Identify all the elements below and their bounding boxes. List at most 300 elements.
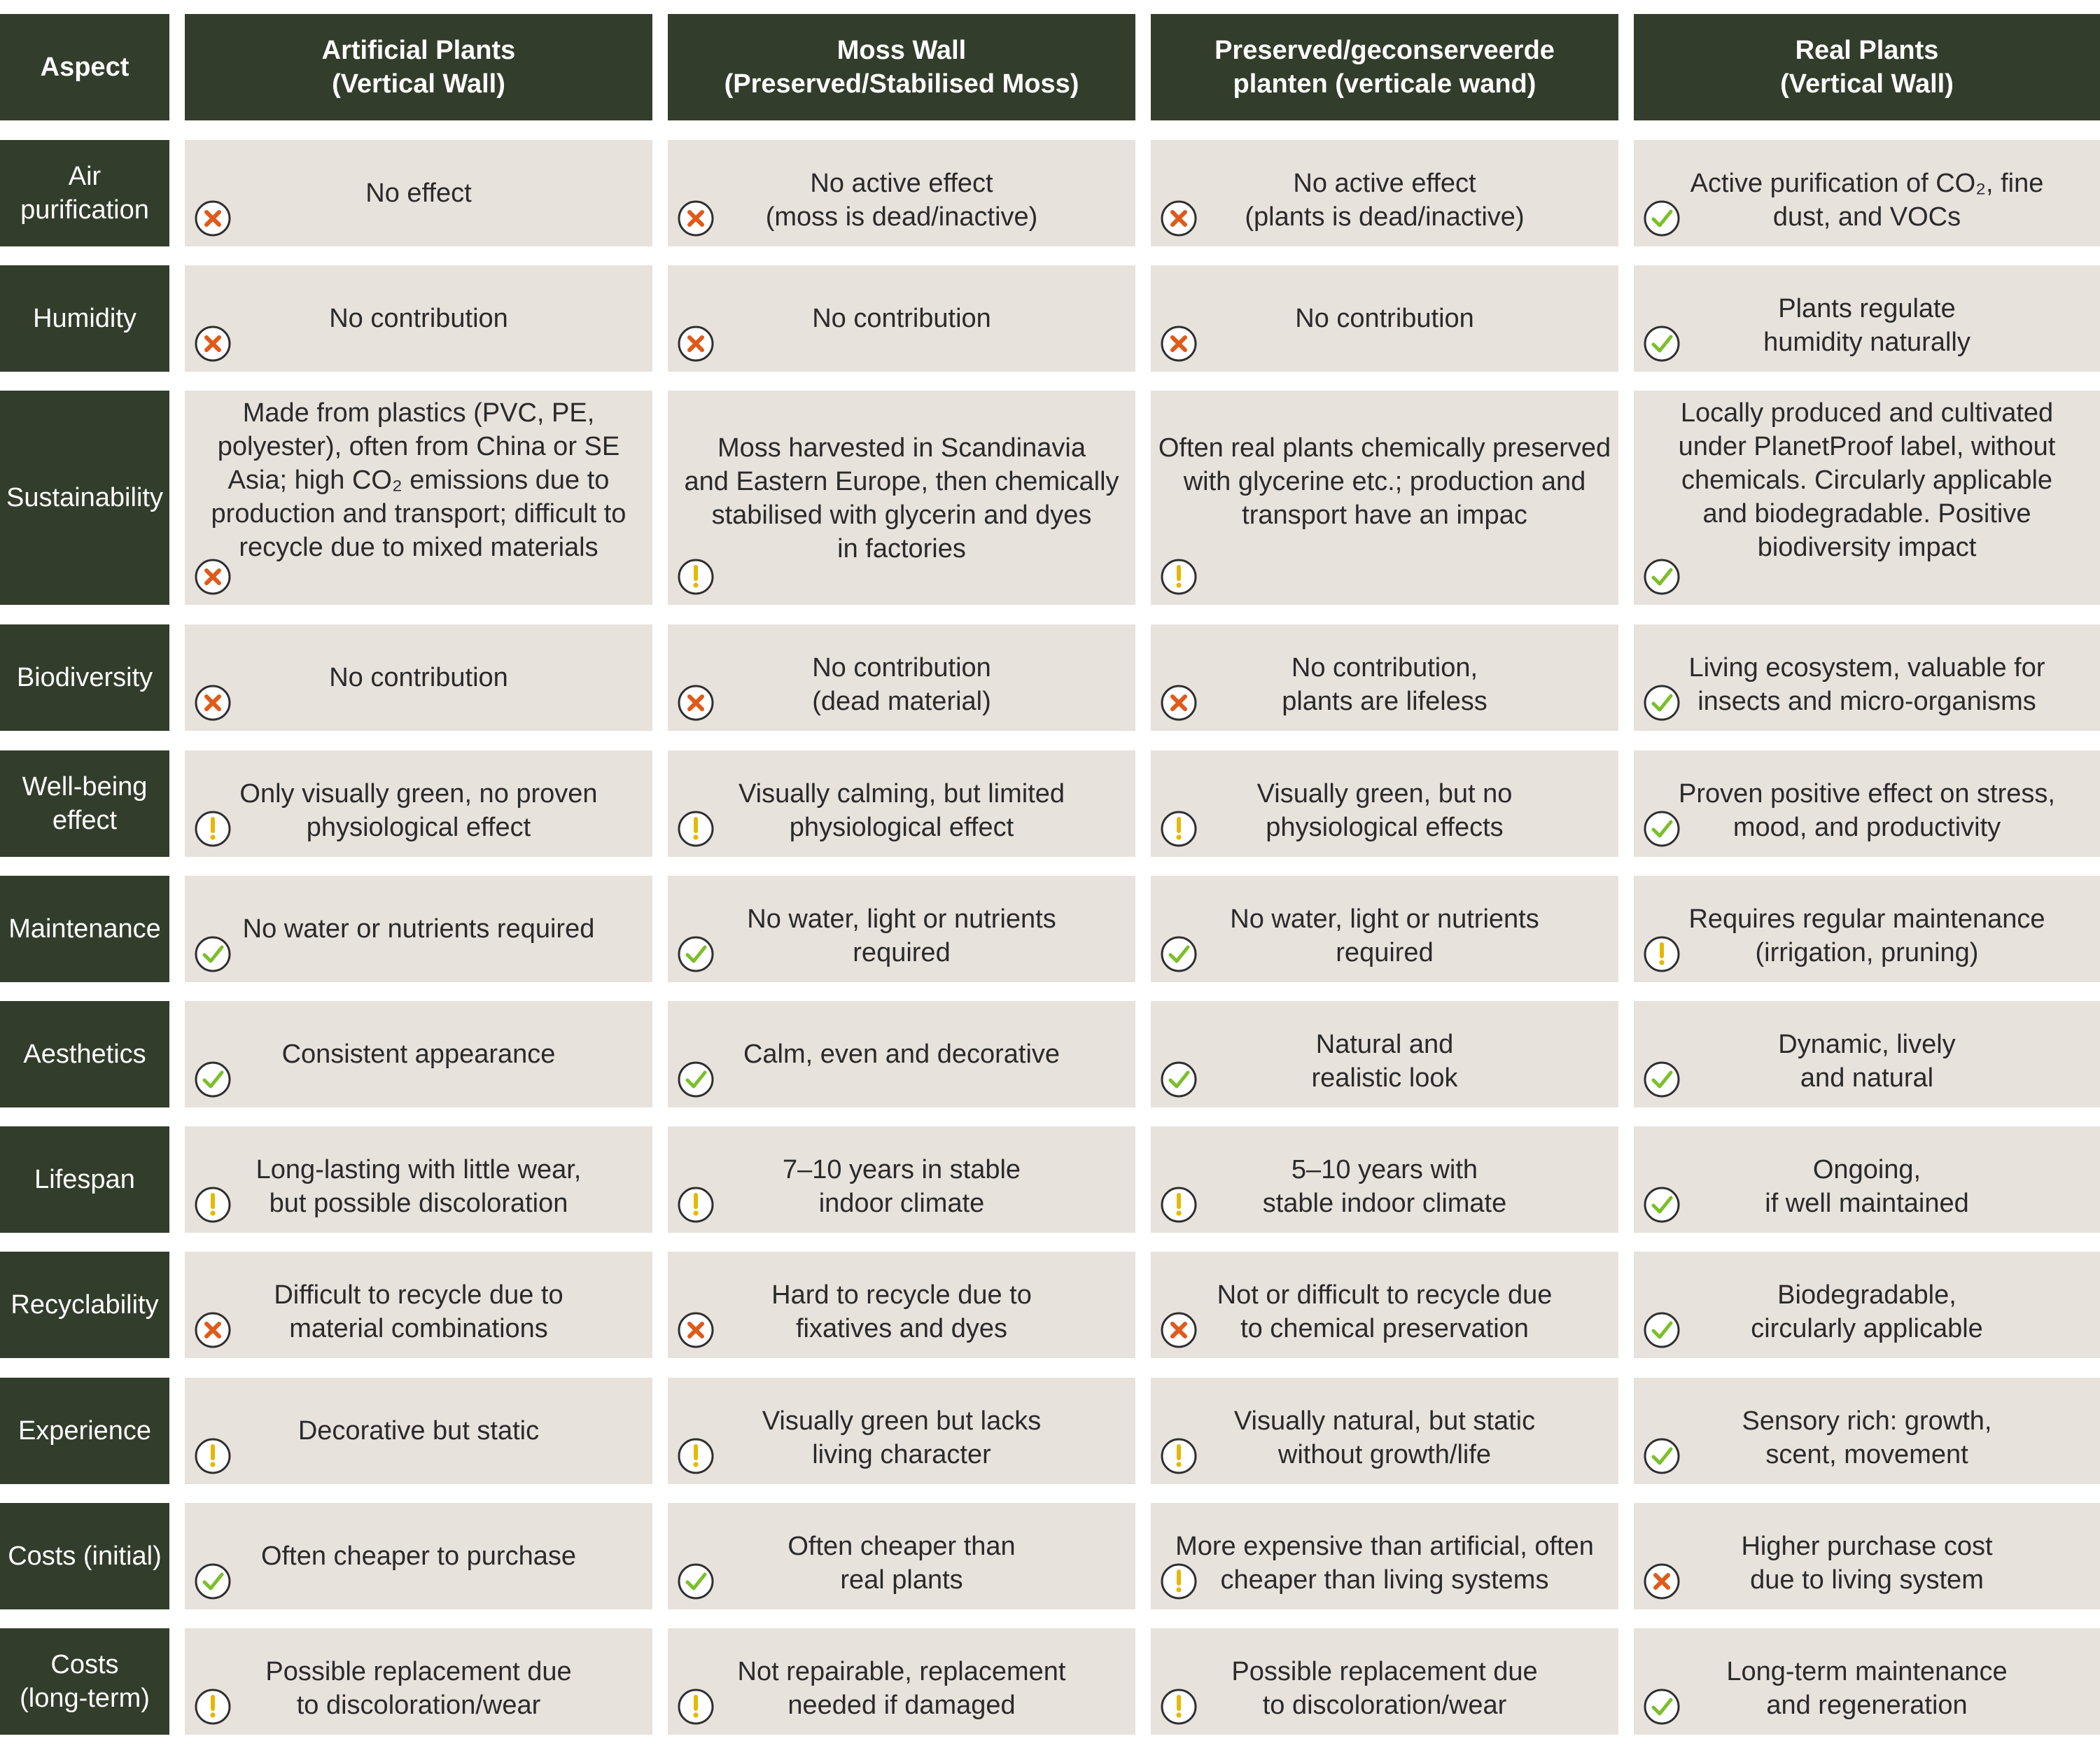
aspect-label <box>0 140 169 246</box>
cell-text-body <box>298 1414 539 1448</box>
cell-text-body <box>1639 292 2094 359</box>
text-line: No contribution <box>812 304 991 333</box>
table-cell <box>668 1001 1135 1107</box>
table-cell <box>668 876 1135 982</box>
table-cell <box>668 1503 1135 1609</box>
cell-text-body <box>1639 651 2094 718</box>
cell-text <box>190 265 647 372</box>
text-line: Not repairable, replacement <box>737 1657 1066 1686</box>
column-header <box>185 14 652 120</box>
exclamation-icon <box>193 1687 232 1726</box>
text-line: and biodegradable. Positive <box>1702 499 2031 529</box>
cell-text <box>1156 265 1613 372</box>
text-line: Biodegradable, <box>1777 1280 1956 1310</box>
exclamation-icon <box>676 1185 715 1224</box>
text-line: living character <box>812 1440 991 1469</box>
text-line: biodiversity impact <box>1757 533 1977 562</box>
aspect-label-text <box>34 1163 135 1196</box>
cell-text <box>1639 902 2094 970</box>
cell-text <box>1639 1028 2094 1095</box>
cell-text <box>1156 651 1613 718</box>
text-line: (moss is dead/inactive) <box>765 202 1038 232</box>
text-line: No effect <box>365 179 472 208</box>
table-cell <box>1634 265 2100 372</box>
cell-text-body <box>1639 1530 2094 1597</box>
cell-text <box>190 1278 647 1345</box>
aspect-label-text <box>17 661 153 694</box>
text-line: Aesthetics <box>23 1040 146 1069</box>
text-line: (irrigation, pruning) <box>1755 938 1979 967</box>
text-line: Visually natural, but static <box>1233 1406 1536 1436</box>
column-header-line1: Moss Wall <box>836 36 967 65</box>
column-header-text <box>1780 34 1954 101</box>
text-line: in factories <box>837 534 966 564</box>
cell-text-body <box>329 661 508 694</box>
cell-text-body <box>1156 777 1613 844</box>
cell-text-body <box>1639 396 2094 564</box>
table-cell <box>1634 1503 2100 1609</box>
cell-text-body <box>1639 1153 2094 1220</box>
cell-text-body <box>673 1278 1130 1345</box>
cell-text <box>673 902 1130 970</box>
cell-text <box>1156 431 1613 532</box>
text-line: Visually green, but no <box>1256 779 1513 809</box>
aspect-label <box>0 1001 169 1107</box>
text-line: chemicals. Circularly applicable <box>1681 466 2053 495</box>
table-cell <box>1634 1628 2100 1735</box>
cell-text <box>1156 1404 1613 1471</box>
table-cell <box>1151 1126 1618 1233</box>
cell-text <box>1156 1028 1613 1095</box>
table-cell <box>185 140 652 246</box>
cell-text <box>673 1278 1130 1345</box>
table-cell <box>185 391 652 605</box>
cell-text-body <box>1156 1278 1613 1345</box>
text-line: Plants regulate <box>1778 294 1956 323</box>
text-line: (dead material) <box>812 687 991 716</box>
column-header-text <box>322 34 516 101</box>
cell-text-body <box>1156 1404 1613 1471</box>
text-line: real plants <box>840 1565 963 1595</box>
text-line: Humidity <box>33 304 136 333</box>
text-line: without growth/life <box>1278 1440 1492 1469</box>
column-header-line2: (Vertical Wall) <box>332 69 505 99</box>
table-cell <box>1151 1252 1618 1358</box>
cell-text <box>1156 167 1613 234</box>
cell-text-body <box>743 1037 1060 1071</box>
cell-text <box>1156 1655 1613 1722</box>
cell-text <box>673 651 1130 718</box>
cell-text-body <box>1156 1153 1613 1220</box>
text-line: Visually green but lacks <box>762 1406 1042 1436</box>
cell-text-body <box>243 912 595 946</box>
table-cell <box>1151 1378 1618 1484</box>
text-line: Higher purchase cost <box>1741 1532 1993 1561</box>
table-cell <box>1151 265 1618 372</box>
text-line: and regeneration <box>1766 1691 1968 1720</box>
cell-text <box>673 777 1130 844</box>
text-line: scent, movement <box>1765 1440 1968 1469</box>
table-cell <box>185 1503 652 1609</box>
table-cell <box>185 1252 652 1358</box>
text-line: realistic look <box>1311 1063 1458 1093</box>
text-line: Ongoing, <box>1812 1155 1921 1184</box>
cell-text <box>1639 1153 2094 1220</box>
text-line: Not or difficult to recycle due <box>1217 1280 1553 1310</box>
cell-text-body <box>1639 777 2094 844</box>
text-line: polyester), often from China or SE <box>217 432 620 461</box>
table-cell <box>668 1628 1135 1735</box>
cell-text <box>190 876 647 982</box>
text-line: physiological effects <box>1266 813 1504 842</box>
cell-text-body <box>1156 651 1613 718</box>
text-line: insects and micro-organisms <box>1698 687 2036 716</box>
table-cell <box>668 1126 1135 1233</box>
table-cell <box>668 1252 1135 1358</box>
text-line: No water, light or nutrients <box>1230 904 1539 934</box>
text-line: Maintenance <box>8 914 161 944</box>
exclamation-icon <box>1159 1436 1198 1476</box>
text-line: purification <box>20 195 149 225</box>
text-line: No contribution <box>329 304 508 333</box>
column-header-text <box>724 34 1079 101</box>
check-icon <box>193 935 232 974</box>
aspect-label <box>0 391 169 605</box>
text-line: indoor climate <box>818 1189 985 1218</box>
text-line: production and transport; difficult to <box>211 499 626 529</box>
table-cell <box>1151 391 1618 605</box>
cell-text <box>1156 1153 1613 1220</box>
cell-text <box>1639 777 2094 844</box>
cell-text-body <box>1295 302 1474 335</box>
text-line: Calm, even and decorative <box>743 1040 1060 1069</box>
table-cell <box>1634 624 2100 731</box>
aspect-label <box>0 1126 169 1233</box>
cell-text-body <box>1156 1028 1613 1095</box>
cross-icon <box>193 557 232 596</box>
text-line: effect <box>52 806 118 835</box>
text-line: stable indoor climate <box>1262 1189 1507 1218</box>
check-icon <box>193 1562 232 1601</box>
cell-text <box>673 1001 1130 1107</box>
aspect-label <box>0 265 169 372</box>
cross-icon <box>676 324 715 363</box>
check-icon <box>1642 1185 1681 1224</box>
text-line: Proven positive effect on stress, <box>1679 779 2055 809</box>
cell-text-body <box>1156 902 1613 970</box>
cell-text <box>673 1404 1130 1471</box>
text-line: to discoloration/wear <box>296 1691 541 1720</box>
cross-icon <box>676 683 715 722</box>
cell-text <box>1639 292 2094 359</box>
check-icon <box>676 1060 715 1099</box>
check-icon <box>1642 1687 1681 1726</box>
check-icon <box>1642 683 1681 722</box>
aspect-label-text <box>22 770 148 837</box>
table-cell <box>1634 1126 2100 1233</box>
text-line: (long-term) <box>20 1684 150 1713</box>
cell-text <box>1639 1278 2094 1345</box>
column-header-line1: Preserved/geconserveerde <box>1214 36 1555 65</box>
cell-text-body <box>673 1153 1130 1220</box>
exclamation-icon <box>676 557 715 596</box>
text-line: Often real plants chemically preserved <box>1158 433 1611 463</box>
cell-text <box>190 1153 647 1220</box>
cell-text <box>1639 1530 2094 1597</box>
cross-icon <box>1159 683 1198 722</box>
text-line: Recyclability <box>10 1290 159 1320</box>
cell-text <box>190 396 647 564</box>
text-line: 5–10 years with <box>1291 1155 1478 1184</box>
cell-text-body <box>1639 1655 2094 1722</box>
cell-text-body <box>673 651 1130 718</box>
cell-text-body <box>365 176 471 210</box>
cross-icon <box>676 199 715 238</box>
table-cell <box>668 140 1135 246</box>
text-line: No active effect <box>810 169 993 198</box>
text-line: humidity naturally <box>1763 328 1970 357</box>
aspect-label-text <box>20 160 149 227</box>
cross-icon <box>676 1310 715 1350</box>
table-cell <box>1634 1378 2100 1484</box>
cell-text <box>673 265 1130 372</box>
cross-icon <box>193 1310 232 1350</box>
cell-text <box>190 1655 647 1722</box>
table-cell <box>185 876 652 982</box>
text-line: Requires regular maintenance <box>1688 904 2045 934</box>
header-aspect-label: Aspect <box>40 53 130 82</box>
text-line: with glycerine etc.; production and <box>1183 467 1586 496</box>
cross-icon <box>193 199 232 238</box>
text-line: physiological effect <box>789 813 1014 842</box>
aspect-label <box>0 1378 169 1484</box>
cross-icon <box>1159 199 1198 238</box>
text-line: Difficult to recycle due to <box>274 1280 564 1310</box>
text-line: Active purification of CO₂, fine <box>1690 169 2044 198</box>
table-cell <box>668 1378 1135 1484</box>
cell-text-body <box>261 1539 576 1573</box>
column-header <box>668 14 1135 120</box>
text-line: plants are lifeless <box>1282 687 1488 716</box>
check-icon <box>1642 199 1681 238</box>
cell-text <box>1639 651 2094 718</box>
cell-text <box>673 1655 1130 1722</box>
text-line: Locally produced and cultivated <box>1680 398 2054 428</box>
table-cell <box>185 750 652 857</box>
text-line: Costs (initial) <box>8 1541 162 1571</box>
text-line: and natural <box>1800 1063 1934 1093</box>
text-line: Natural and <box>1315 1030 1454 1059</box>
cell-text-body <box>673 1404 1130 1471</box>
exclamation-icon <box>1159 809 1198 848</box>
text-line: No active effect <box>1293 169 1476 198</box>
check-icon <box>676 935 715 974</box>
text-line: mood, and productivity <box>1732 813 2001 842</box>
check-icon <box>1642 1060 1681 1099</box>
text-line: Dynamic, lively <box>1778 1030 1956 1059</box>
cell-text-body <box>190 396 647 564</box>
text-line: and Eastern Europe, then chemically <box>684 467 1119 496</box>
cell-text-body <box>673 1655 1130 1722</box>
aspect-label-text <box>8 912 161 946</box>
text-line: circularly applicable <box>1751 1314 1983 1343</box>
table-cell <box>1634 1252 2100 1358</box>
cell-text <box>190 1378 647 1484</box>
table-cell <box>185 1378 652 1484</box>
table-cell <box>1634 140 2100 246</box>
cell-text-body <box>190 1278 647 1345</box>
cell-text <box>673 1153 1130 1220</box>
text-line: to discoloration/wear <box>1262 1691 1507 1720</box>
text-line: required <box>853 938 951 967</box>
exclamation-icon <box>676 1687 715 1726</box>
cell-text <box>190 1001 647 1107</box>
cell-text-body <box>1156 1530 1613 1597</box>
text-line: under PlanetProof label, without <box>1678 432 2056 461</box>
text-line: Long-term maintenance <box>1726 1657 2008 1686</box>
table-cell <box>668 265 1135 372</box>
aspect-label-text <box>33 302 136 335</box>
column-header-line2: planten (verticale wand) <box>1233 69 1536 99</box>
aspect-label <box>0 750 169 857</box>
cross-icon <box>1159 1310 1198 1350</box>
cell-text-body <box>673 902 1130 970</box>
aspect-label <box>0 876 169 982</box>
text-line: physiological effect <box>306 813 531 842</box>
cross-icon <box>1642 1562 1681 1601</box>
text-line: dust, and VOCs <box>1772 202 1961 232</box>
text-line: Decorative but static <box>298 1416 540 1446</box>
text-line: 7–10 years in stable <box>782 1155 1021 1184</box>
aspect-label-text <box>8 1539 162 1573</box>
aspect-label-text <box>18 1414 151 1448</box>
text-line: Sustainability <box>6 483 163 512</box>
text-line: No contribution <box>1295 304 1474 333</box>
cross-icon <box>193 324 232 363</box>
check-icon <box>1642 1436 1681 1476</box>
table-cell <box>668 750 1135 857</box>
text-line: Asia; high CO₂ emissions due to <box>227 466 610 495</box>
cell-text-body <box>1639 1278 2094 1345</box>
cell-text-body <box>190 777 647 844</box>
table-cell <box>185 1001 652 1107</box>
cell-text <box>190 777 647 844</box>
cell-text <box>190 140 647 246</box>
text-line: cheaper than living systems <box>1220 1565 1549 1595</box>
text-line: Living ecosystem, valuable for <box>1688 653 2045 683</box>
text-line: Visually calming, but limited <box>738 779 1065 809</box>
text-line: No contribution, <box>1291 653 1478 683</box>
text-line: Made from plastics (PVC, PE, <box>242 398 595 428</box>
table-cell <box>1151 1503 1618 1609</box>
exclamation-icon <box>1642 935 1681 974</box>
aspect-label <box>0 1503 169 1609</box>
cell-text-body <box>673 777 1130 844</box>
table-cell <box>1634 750 2100 857</box>
cell-text <box>1639 167 2094 234</box>
text-line: Air <box>68 162 102 191</box>
exclamation-icon <box>1159 557 1198 596</box>
text-line: Hard to recycle due to <box>771 1280 1032 1310</box>
cell-text <box>190 624 647 731</box>
text-line: material combinations <box>289 1314 548 1343</box>
aspect-label-text <box>6 481 163 515</box>
text-line: due to living system <box>1750 1565 1984 1595</box>
table-cell <box>185 265 652 372</box>
text-line: Consistent appearance <box>281 1040 556 1069</box>
check-icon <box>1642 557 1681 596</box>
cell-text-body <box>1639 1028 2094 1095</box>
table-cell <box>1151 140 1618 246</box>
text-line: More expensive than artificial, often <box>1175 1532 1594 1561</box>
header-aspect <box>0 14 169 120</box>
table-cell <box>668 624 1135 731</box>
aspect-label <box>0 624 169 731</box>
text-line: Only visually green, no proven <box>239 779 598 809</box>
exclamation-icon <box>1159 1687 1198 1726</box>
check-icon <box>193 1060 232 1099</box>
check-icon <box>676 1562 715 1601</box>
cell-text <box>1156 1530 1613 1597</box>
text-line: Biodiversity <box>16 663 153 692</box>
table-cell <box>1634 1001 2100 1107</box>
table-cell <box>1151 876 1618 982</box>
exclamation-icon <box>676 809 715 848</box>
table-cell <box>185 1628 652 1735</box>
aspect-label-text <box>23 1037 146 1071</box>
check-icon <box>1159 1060 1198 1099</box>
cell-text-body <box>1639 167 2094 234</box>
exclamation-icon <box>193 809 232 848</box>
text-line: Lifespan <box>34 1165 135 1194</box>
text-line: if well maintained <box>1765 1189 1969 1218</box>
aspect-label-text <box>10 1288 158 1322</box>
cell-text <box>673 167 1130 234</box>
text-line: required <box>1336 938 1434 967</box>
text-line: No water or nutrients required <box>242 914 595 944</box>
text-line: but possible discoloration <box>269 1189 568 1218</box>
aspect-label-text <box>20 1648 150 1715</box>
table-cell <box>1151 1628 1618 1735</box>
check-icon <box>1642 1310 1681 1350</box>
text-line: transport have an impac <box>1242 501 1527 530</box>
cell-text-body <box>673 1530 1130 1597</box>
text-line: Often cheaper to purchase <box>261 1541 576 1571</box>
table-cell <box>1634 391 2100 605</box>
cell-text <box>673 431 1130 566</box>
text-line: (plants is dead/inactive) <box>1245 202 1525 232</box>
text-line: fixatives and dyes <box>795 1314 1008 1343</box>
text-line: needed if damaged <box>788 1691 1016 1720</box>
table-cell <box>1151 1001 1618 1107</box>
text-line: stabilised with glycerin and dyes <box>711 501 1092 530</box>
table-cell <box>668 391 1135 605</box>
aspect-label <box>0 1252 169 1358</box>
text-line: Experience <box>18 1416 152 1446</box>
column-header <box>1151 14 1618 120</box>
cell-text-body <box>673 431 1130 566</box>
text-line: to chemical preservation <box>1240 1314 1529 1343</box>
text-line: No contribution <box>812 653 991 683</box>
cell-text-body <box>1639 902 2094 970</box>
cell-text-body <box>282 1037 556 1071</box>
check-icon <box>1159 935 1198 974</box>
check-icon <box>1642 809 1681 848</box>
exclamation-icon <box>1159 1185 1198 1224</box>
cell-text <box>1156 1278 1613 1345</box>
cell-text-body <box>190 1655 647 1722</box>
text-line: Well-being <box>22 772 148 802</box>
